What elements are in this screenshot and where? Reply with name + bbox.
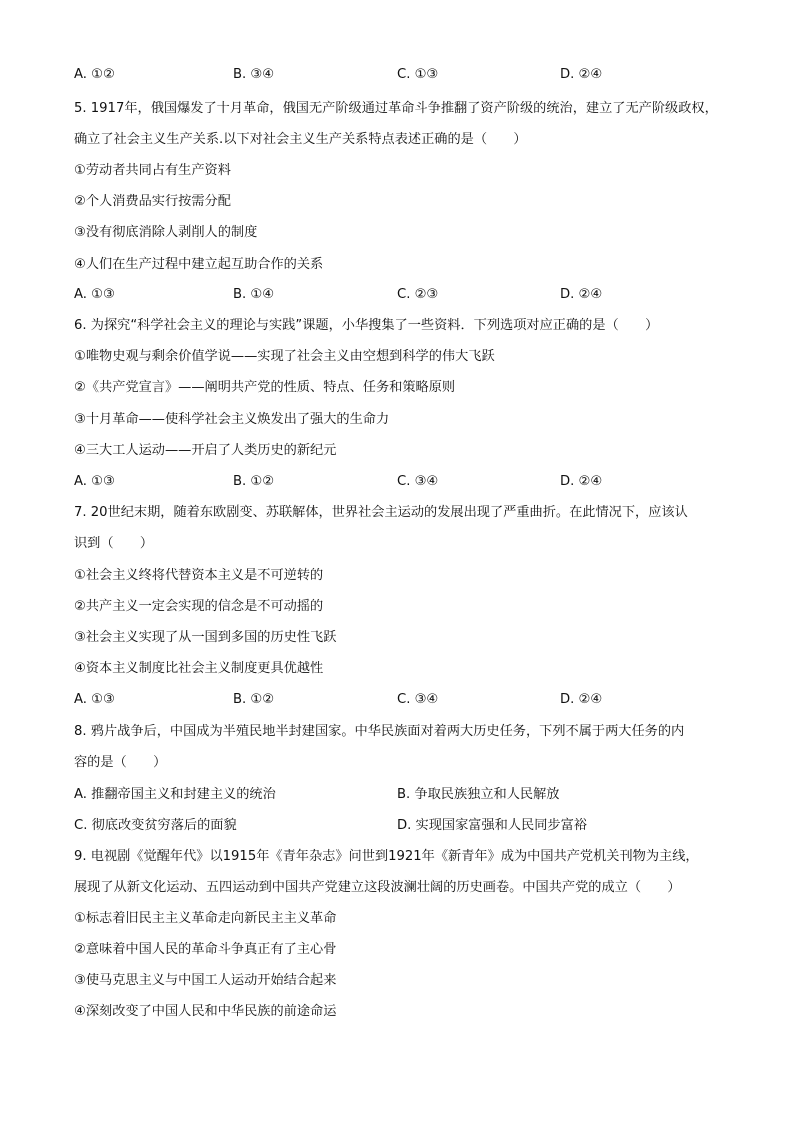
q7-option-d: D. ②④ (560, 692, 603, 707)
q7-item-4: ④资本主义制度比社会主义制度更具优越性 (74, 661, 324, 676)
q4-option-b: B. ③④ (233, 67, 275, 82)
q7-options (74, 691, 734, 709)
q9-stem-line2: 展现了从新文化运动、五四运动到中国共产党建立这段波澜壮阔的历史画卷。中国共产党的成立（ ） (74, 880, 681, 895)
q9-item-2: ②意味着中国人民的革命斗争真正有了主心骨 (74, 942, 337, 957)
q6-option-d: D. ②④ (560, 474, 603, 489)
q6-item-3: ③十月革命——使科学社会主义焕发出了强大的生命力 (74, 412, 390, 427)
q7-option-b: B. ①② (233, 692, 275, 707)
q7-option-c: C. ③④ (397, 692, 439, 707)
q6-item-2: ②《共产党宣言》——阐明共产党的性质、特点、任务和策略原则 (74, 380, 456, 395)
q6-option-b: B. ①② (233, 474, 275, 489)
q5-item-1: ①劳动者共同占有生产资料 (74, 163, 231, 178)
q7-item-1: ①社会主义终将代替资本主义是不可逆转的 (74, 568, 324, 583)
q8-option-d: D. 实现国家富强和人民同步富裕 (397, 818, 587, 833)
q7-stem-line1: 7. 20世纪末期，随着东欧剧变、苏联解体，世界社会主运动的发展出现了严重曲折。在此情况下，应该认 (74, 505, 688, 520)
q5-item-3: ③没有彻底消除人剥削人的制度 (74, 225, 258, 240)
q6-item-1: ①唯物史观与剩余价值学说——实现了社会主义由空想到科学的伟大飞跃 (74, 349, 495, 364)
q4-options (74, 66, 734, 84)
q5-stem-line1: 5. 1917年，俄国爆发了十月革命，俄国无产阶级通过革命斗争推翻了资产阶级的统治，建立了无产阶级政权， (74, 101, 718, 116)
q5-option-c: C. ②③ (397, 287, 439, 302)
q5-stem-line2: 确立了社会主义生产关系.以下对社会主义生产关系特点表述正确的是（ ） (74, 132, 527, 147)
q7-stem-line2: 识到（ ） (74, 536, 154, 551)
q8-option-c: C. 彻底改变贫穷落后的面貌 (74, 818, 237, 833)
q5-option-d: D. ②④ (560, 287, 603, 302)
q4-option-a: A. ①② (74, 67, 115, 82)
q6-option-c: C. ③④ (397, 474, 439, 489)
q9-item-1: ①标志着旧民主主义革命走向新民主主义革命 (74, 911, 337, 926)
q7-item-2: ②共产主义一定会实现的信念是不可动摇的 (74, 599, 324, 614)
q6-options (74, 473, 734, 491)
q7-item-3: ③社会主义实现了从一国到多国的历史性飞跃 (74, 630, 337, 645)
q9-item-4: ④深刻改变了中国人民和中华民族的前途命运 (74, 1004, 337, 1019)
q5-option-b: B. ①④ (233, 287, 275, 302)
q8-options-row2 (74, 817, 734, 835)
q5-item-2: ②个人消费品实行按需分配 (74, 194, 231, 209)
q5-options (74, 286, 734, 304)
q7-option-a: A. ①③ (74, 692, 115, 707)
q8-option-a: A. 推翻帝国主义和封建主义的统治 (74, 787, 276, 802)
q5-item-4: ④人们在生产过程中建立起互助合作的关系 (74, 257, 324, 272)
q9-stem-line1: 9. 电视剧《觉醒年代》以1915年《青年杂志》问世到1921年《新青年》成为中国共产党机关刊物为主线， (74, 849, 699, 864)
q5-option-a: A. ①③ (74, 287, 115, 302)
q6-stem-line1: 6. 为探究“科学社会主义的理论与实践”课题，小华搜集了一些资料．下列选项对应正确的是（ ） (74, 318, 659, 333)
q6-item-4: ④三大工人运动——开启了人类历史的新纪元 (74, 443, 337, 458)
q4-option-c: C. ①③ (397, 67, 439, 82)
q4-option-d: D. ②④ (560, 67, 603, 82)
q8-stem-line2: 容的是（ ） (74, 755, 167, 770)
q8-stem-line1: 8. 鸦片战争后，中国成为半殖民地半封建国家。中华民族面对着两大历史任务，下列不属于两大任务的内 (74, 724, 685, 739)
q9-item-3: ③使马克思主义与中国工人运动开始结合起来 (74, 973, 337, 988)
q8-options-row1 (74, 786, 734, 804)
q6-option-a: A. ①③ (74, 474, 115, 489)
q8-option-b: B. 争取民族独立和人民解放 (397, 787, 560, 802)
